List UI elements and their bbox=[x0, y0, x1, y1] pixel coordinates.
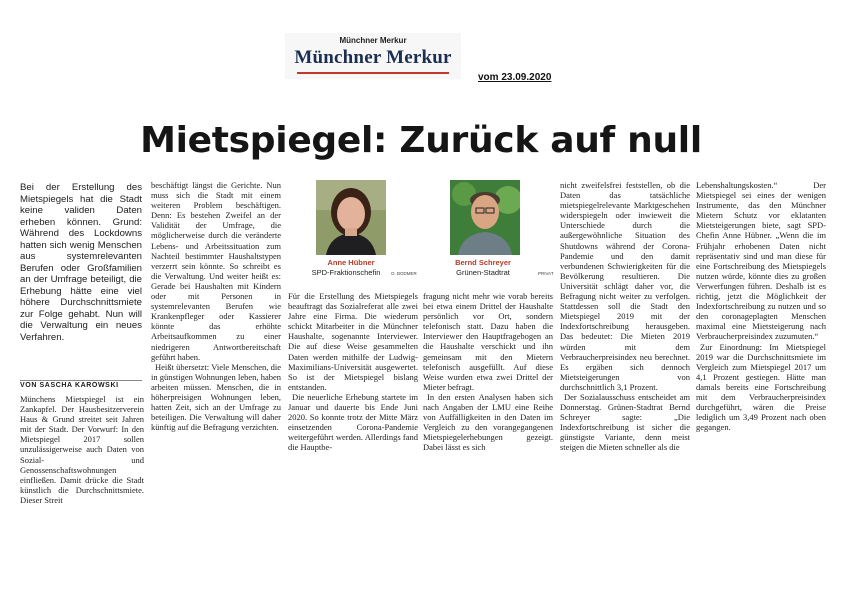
publication-date: vom 23.09.2020 bbox=[478, 72, 552, 83]
paragraph: Heißt übersetzt: Viele Menschen, die in günstigen Wohnungen leben, haben arbeiten müssen. Menschen, die in höherpreisigen Wohnungen leben, hatten Zeit, sich an der Umfrage zu beteiligen. Die Verwaltung will daher künftig auf die Befragung verzichten. bbox=[151, 361, 281, 433]
photo-caption-role-1: SPD-Fraktionschefin bbox=[311, 268, 381, 277]
photo-credit-1: O. BODMER bbox=[391, 271, 417, 276]
paragraph: beschäftigt längst die Gerichte. Nun muss sich die Stadt mit einem weiteren Problem beschäftigen. Denn: Es bestehen Zweifel an der Validität der Umfrage, die möglicherweise durch die veränderte Lebens- und Arbeitssituation zum Nachteil bestimmter Haushaltstypen verzerrt sein könnte. So schreibt es die Verwaltung. Und weiter heißt es: Gerade bei Haushalten mit Kindern oder mit Personen in systemrelevanten Berufen wie Krankenpfleger oder Kassierer könnte das erhöhte Arbeitsaufkommen zu einer niedrigeren Antwortbereitschaft geführt haben. bbox=[151, 180, 281, 362]
article-author: VON SASCHA KAROWSKI bbox=[20, 380, 142, 389]
paragraph: Der Sozialausschuss entscheidet am Donnerstag. Grünen-Stadtrat Bernd Schreyer sagte: „Die Indexfortschreibung ist sicher die günstigste Variante, denn meist steigen die Mieten schneller als die bbox=[560, 391, 690, 453]
photo-caption-role-2: Grünen-Stadtrat bbox=[456, 268, 510, 277]
body-column-1 bbox=[20, 394, 144, 526]
photo-credit-2: PRIVAT bbox=[538, 271, 554, 276]
paragraph: Für die Erstellung des Mietspiegels beauftragt das Sozialreferat alle zwei Jahre eine Firma. Die wiederum schickt Mitarbeiter in die Münchner Haushalte, sogenannte Interviewer. Die auf diese Weise gesammelten Daten werden mithilfe der Ludwig-Maximilians-Universität ausgewertet. So ist der Mietspiegel bislang entstanden. bbox=[288, 291, 418, 392]
paragraph: Münchens Mietspiegel ist ein Zankapfel. Der Hausbesitzerverein Haus & Grund streitet seit Jahren mit der Stadt. Der Vorwurf: In den Mietspiegel 2017 sollen unzulässigerweise auch Daten von Sozial- und Genossenschaftswohnungen einfließen. Damit drücke die Stadt künstlich die Durchschnittsmiete. Dieser Streit bbox=[20, 394, 144, 505]
masthead-logo bbox=[285, 33, 461, 79]
photo-bernd-schreyer bbox=[450, 180, 520, 255]
article-headline: Mietspiegel: Zurück auf null bbox=[140, 120, 702, 161]
photo-caption-name-2: Bernd Schreyer bbox=[455, 258, 511, 267]
paragraph: nicht zweifelsfrei feststellen, ob die Daten das tatsächliche mietspiegelrelevante Marktgeschehen widerspiegeln oder inwieweit die Unterschiede durch die außergewöhnliche Situation des Shutdowns während der Corona-Pandemie und den damit verbundenen Schwierigkeiten für die Bevölkerung resultieren. Die Universität schlägt daher vor, die Befragung nicht weiter zu verfolgen. Stattdessen soll die Stadt den Mietspiegel 2019 mit der Indexfortschreibung herausgeben. Das bedeutet: Die Mieten 2019 würden mit dem Verbraucherpreisindex neu berechnet. Es ergäben sich dennoch Mietsteigerungen von durchschnittlich 3,1 Prozent. bbox=[560, 180, 690, 392]
paragraph: Die neuerliche Erhebung startete im Januar und dauerte bis Ende Juni 2020. So konnte trotz der Mitte März einsetzenden Corona-Pandemie weitergeführt werden. Allerdings fand die Hauptbe- bbox=[288, 391, 418, 453]
masthead-title: Münchner Merkur bbox=[294, 47, 452, 68]
paragraph: fragung nicht mehr wie vorab bereits bei etwa einem Drittel der Haushalte persönlich vor Ort, sondern telefonisch statt. Dazu haben die Interviewer den Hauptfragebogen an die Haushalte verschickt und ihn gemeinsam mit den Mietern telefonisch ausgefüllt. Auf diese Weise wurden etwa zwei Drittel der Mieter befragt. bbox=[423, 291, 553, 392]
article-lead: Bei der Erstellung des Mietspiegels hat die Stadt keine validen Daten erheben können. Grund: Während des Lockdowns hatten sich wenig Menschen aus systemrelevanten Berufen oder Großfamilien an der Umfrage beteiligt, die Erhebung hätte eine viel höhere Durchschnittsmiete zur Folge gehabt. Nun will die Verwaltung ein neues Verfahren. bbox=[20, 182, 142, 343]
body-column-6 bbox=[696, 180, 826, 526]
paragraph: Zur Einordnung: Im Mietspiegel 2019 war die Durchschnittsmiete im Vergleich zum Mietspiegel 2017 um 4,1 Prozent gestiegen. Hätte man damals bereits eine Fortschreibung mit dem Verbraucherpreisindex durchgeführt, wären die Preise lediglich um 3,49 Prozent nach oben gegangen. bbox=[696, 341, 826, 433]
paragraph: In den ersten Analysen haben sich nach Angaben der LMU eine Reihe von Auffälligkeiten in den Daten im Vergleich zu den vorangegangenen Mietspiegelerhebungen gezeigt. Dabei lässt es sich bbox=[423, 391, 553, 453]
photo-caption-name-1: Anne Hübner bbox=[327, 258, 375, 267]
body-column-5 bbox=[560, 180, 690, 526]
body-column-2 bbox=[151, 180, 281, 526]
masthead-small-title: Münchner Merkur bbox=[339, 36, 407, 45]
paragraph: Lebenshaltungskosten.“ Der Mietspiegel sei eines der wenigen Instrumente, das den Münchner Mietern Schutz vor eklatanten Mietsteigerungen biete, sagt SPD-Chefin Anne Hübner. „Wenn die im Frühjahr erhobenen Daten nicht repräsentativ sind und man diese für eine Fortschreibung des Mietspiegels nutzen würde, könnte dies zu großen Verwerfungen führen. Deshalb ist es richtig, jetzt die Möglichkeit der Indexfortschreibung zu nutzen und so den coronageplagten Menschen maximal eine Mietsteigerung nach Verbraucherpreisindex zuzumuten.“ bbox=[696, 180, 826, 342]
body-column-4 bbox=[423, 291, 553, 526]
body-column-3 bbox=[288, 291, 418, 526]
photo-anne-huebner bbox=[316, 180, 386, 255]
masthead-rule bbox=[297, 72, 449, 74]
